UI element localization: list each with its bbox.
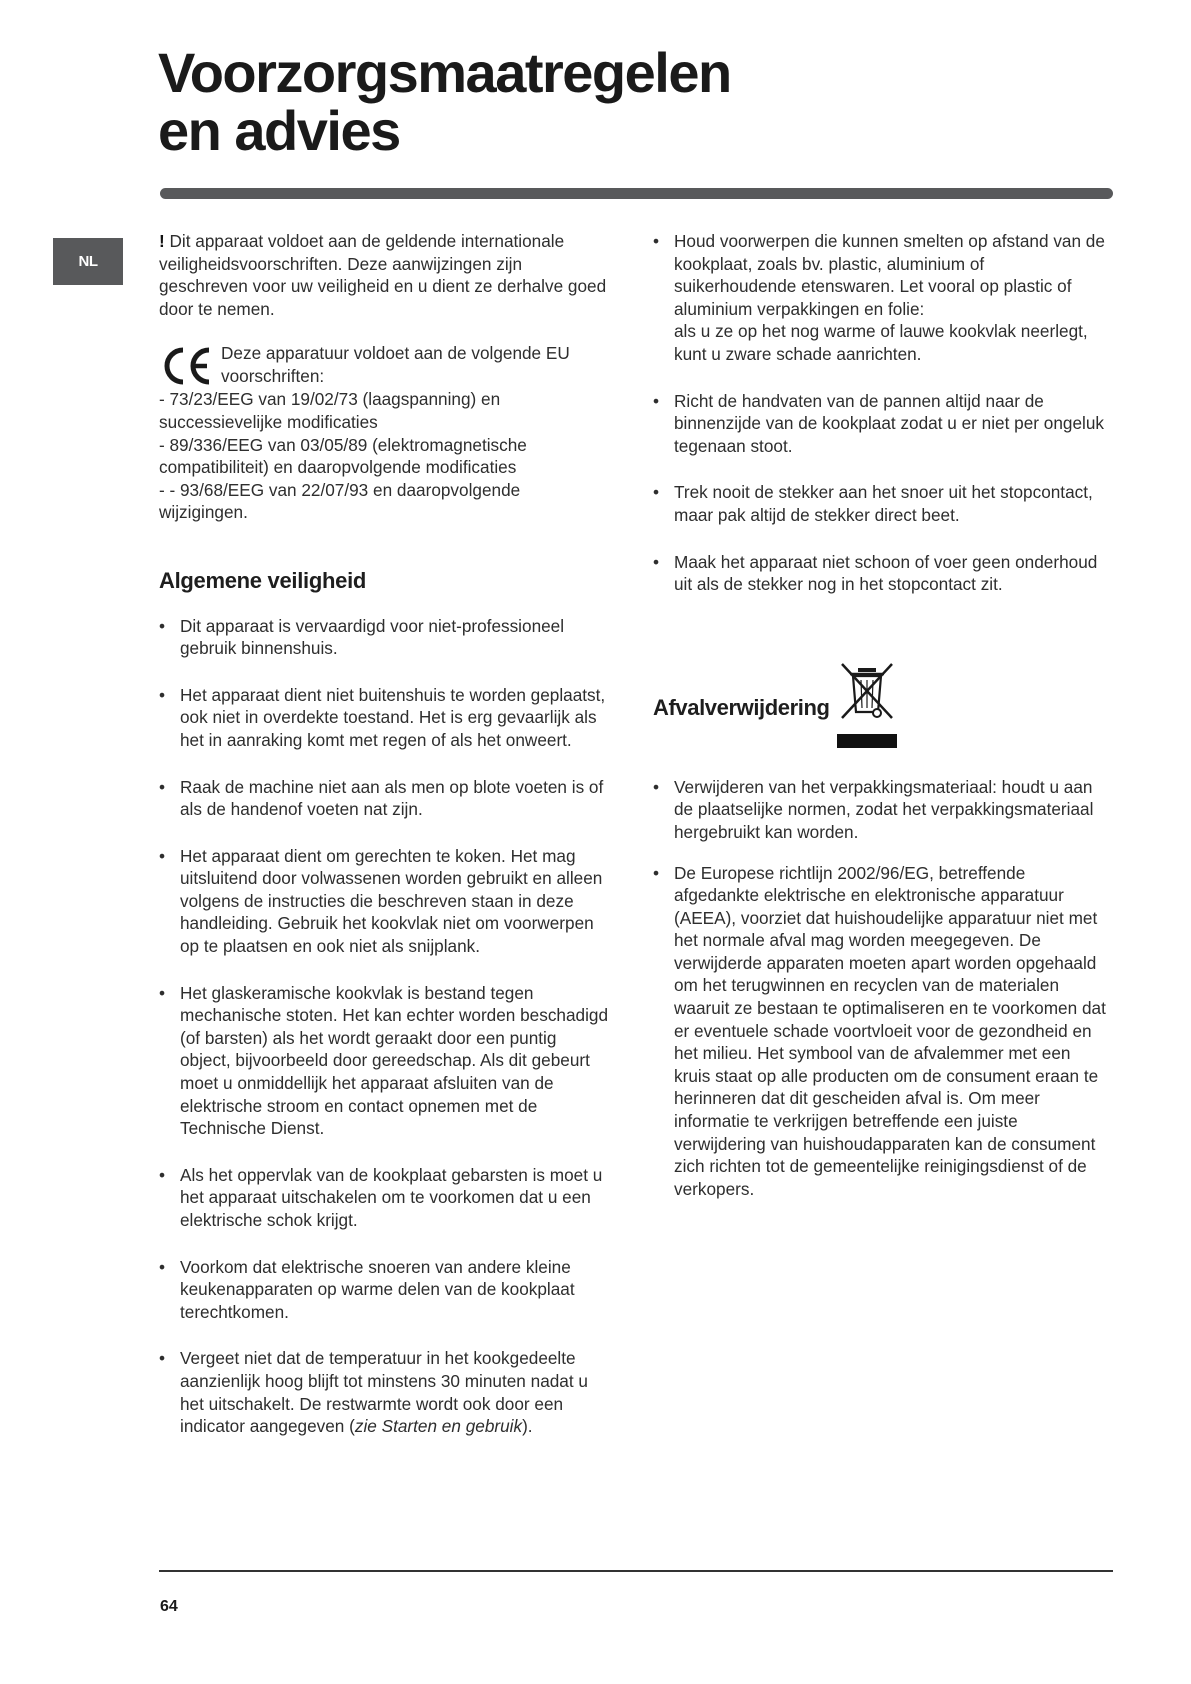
list-item: • Maak het apparaat niet schoon of voer geen onderhoud uit als de stekker nog in het stopcontact zit.: [653, 551, 1108, 596]
list-item: [653, 230, 1108, 366]
list-item: • Raak de machine niet aan als men op blote voeten is of als de handenof voeten nat zijn.: [159, 776, 609, 821]
list-item: • Het apparaat dient om gerechten te koken. Het mag uitsluitend door volwassenen worden gebruikt en alleen volgens de instructies die beschreven staan in deze handleiding. Gebruik het kookvlak niet om voorwerpen op te plaatsen en ook niet als snijplank.: [159, 845, 609, 958]
cross-reference: zie Starten en gebruik: [354, 1416, 523, 1437]
list-item-end: ).: [522, 1416, 533, 1437]
list-item-text: Vergeet niet dat de temperatuur in het kookgedeelte aanzienlijk hoog blijft tot minstens 30 minuten nadat u het uitschakelt. De restwarmte wordt ook door een indicator aangegeven (: [180, 1348, 588, 1437]
list-item-text: Houd voorwerpen die kunnen smelten op afstand van de kookplaat, zoals bv. plastic, aluminium of suikerhoudende etenswaren. Let vooral op plastic of aluminium verpakkingen en folie:: [674, 231, 1105, 319]
waste-heading-block: [653, 660, 1108, 750]
list-item-text: als u ze op het nog warme of lauwe kookvlak neerlegt, kunt u zware schade aanrichten.: [674, 321, 1088, 364]
general-safety-list: [159, 615, 609, 1438]
language-tab: NL: [53, 238, 123, 285]
list-item: • Voorkom dat elektrische snoeren van andere kleine keukenapparaten op warme delen van de kookplaat terechtkomen.: [159, 1256, 609, 1324]
right-column: [653, 230, 1108, 1224]
ce-directive: - - 93/68/EEG van 22/07/93 en daaropvolgende wijzigingen.: [159, 479, 521, 523]
intro-paragraph: [159, 230, 609, 320]
general-safety-heading: Algemene veiligheid: [159, 567, 367, 593]
ce-text: Deze apparatuur voldoet aan de volgende EU voorschriften:: [221, 343, 570, 386]
page-title-line-1: Voorzorgsmaatregelen: [158, 41, 731, 104]
page-number: 64: [160, 1598, 178, 1615]
list-item: • Richt de handvaten van de pannen altijd naar de binnenzijde van de kookplaat zodat u er niet per ongeluk tegenaan stoot.: [653, 390, 1108, 458]
ce-directives: [159, 388, 609, 524]
waste-heading: Afvalverwijdering: [653, 695, 830, 721]
waste-list: [653, 776, 1108, 1201]
list-item: • Verwijderen van het verpakkingsmateriaal: houdt u aan de plaatselijke normen, zodat het verpakkingsmateriaal hergebruikt kan worden.: [653, 776, 1108, 844]
intro-text: Dit apparaat voldoet aan de geldende internationale veiligheidsvoorschriften. Deze aanwijzingen zijn geschreven voor uw veiligheid en u dient ze derhalve goed door te nemen.: [159, 231, 607, 319]
page-title-line-2: en advies: [158, 99, 400, 162]
list-item: • De Europese richtlijn 2002/96/EG, betreffende afgedankte elektrische en elektronische apparatuur (AEEA), voorziet dat huishoudelijke apparatuur niet met het normale afval mag worden meegegeven. De verwijderde apparaten moeten apart worden opgehaald om het terugwinnen en recyclen van de materialen waaruit ze bestaan te optimaliseren en te voorkomen dat er eventuele schade voortvloeit voor de gezondheid en het milieu. Het symbool van de afvalemmer met een kruis staat op alle producten om de consument eraan te herinneren dat dit gescheiden afval is. Om meer informatie te verkrijgen betreffende een juiste verwijdering van huishoudapparaten kan de consument zich richten tot de gemeentelijke reinigingsdienst of de verkopers.: [653, 862, 1108, 1201]
list-item: • Trek nooit de stekker aan het snoer uit het stopcontact, maar pak altijd de stekker direct beet.: [653, 481, 1108, 526]
left-column: [159, 230, 609, 1462]
ce-mark-icon: [159, 344, 213, 388]
footer-divider: [159, 1570, 1113, 1572]
list-item: • Dit apparaat is vervaardigd voor niet-professioneel gebruik binnenshuis.: [159, 615, 609, 660]
page-title: [158, 41, 731, 162]
crossed-bin-icon: [836, 660, 898, 750]
safety-list-continued: [653, 230, 1108, 596]
warning-mark: !: [159, 231, 165, 251]
ce-directive: - 73/23/EEG van 19/02/73 (laagspanning) en successievelijke modificaties: [159, 389, 501, 432]
list-item: • Het apparaat dient niet buitenshuis te worden geplaatst, ook niet in overdekte toestand. Het is erg gevaarlijk als het in aanraking komt met regen of als het onweert.: [159, 684, 609, 752]
list-item: • Het glaskeramische kookvlak is bestand tegen mechanische stoten. Het kan echter worden beschadigd (of barsten) als het wordt geraakt door een puntig object, bijvoorbeeld door gereedschap. Als dit gebeurt moet u onmiddellijk het apparaat afsluiten van de elektrische stroom en contact opnemen met de Technische Dienst.: [159, 982, 609, 1140]
ce-compliance: [159, 342, 609, 524]
ce-directive: - 89/336/EEG van 03/05/89 (elektromagnetische compatibiliteit) en daaropvolgende modificaties: [159, 434, 527, 478]
list-item: [159, 1347, 609, 1437]
list-item: • Als het oppervlak van de kookplaat gebarsten is moet u het apparaat uitschakelen om te voorkomen dat u een elektrische schok krijgt.: [159, 1164, 609, 1232]
title-divider: [160, 188, 1113, 199]
